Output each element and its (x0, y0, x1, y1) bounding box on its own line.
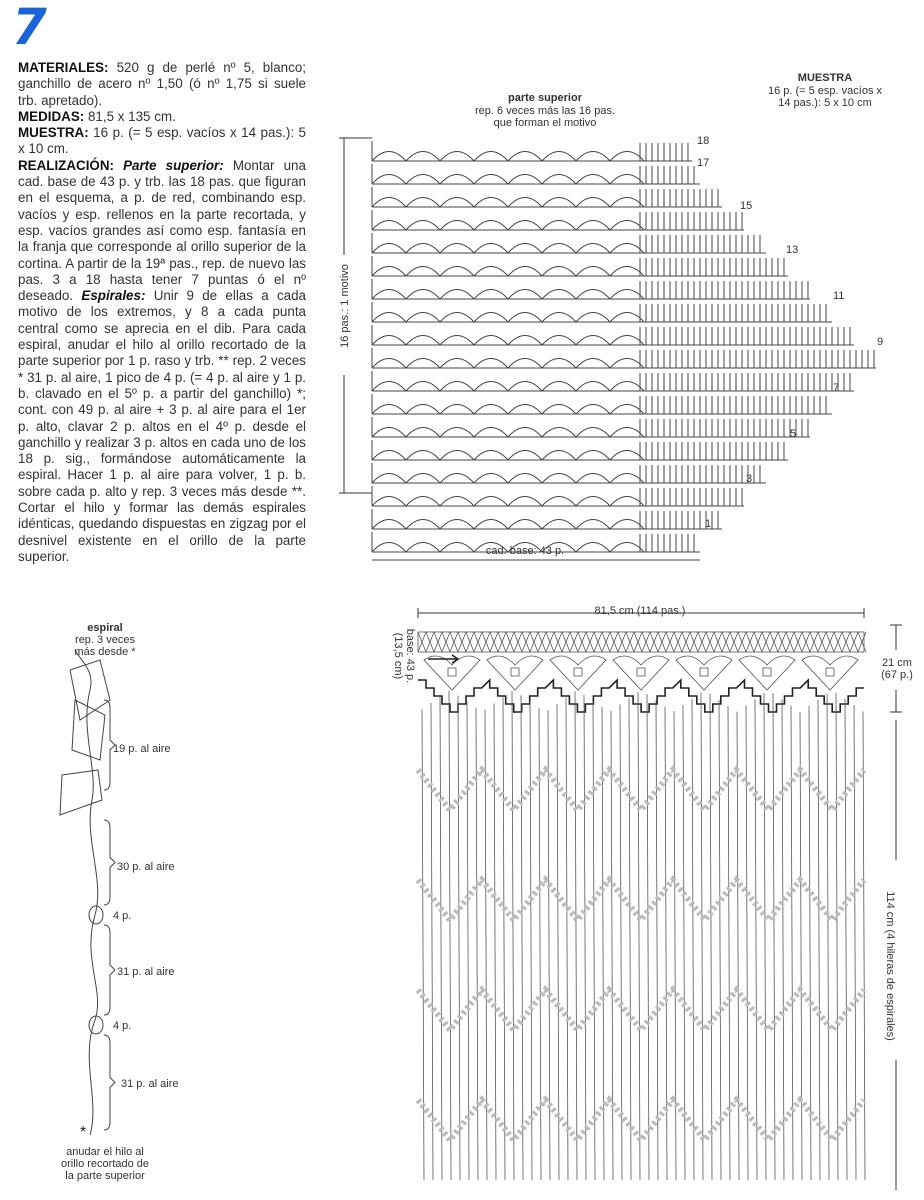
curtain-diagram (418, 632, 866, 1180)
chain-arc (610, 336, 644, 346)
chain-arc (542, 474, 576, 484)
chain-arc (576, 474, 610, 484)
chain-arc (474, 267, 508, 277)
row-number: 15 (740, 200, 753, 212)
chain-arc (542, 290, 576, 300)
motif-square (826, 668, 834, 676)
spiral-strand (485, 710, 487, 1180)
spiral-strand (422, 709, 424, 1180)
row-number: 17 (697, 157, 710, 169)
espiral-asterisk: * (80, 1124, 87, 1141)
brace (104, 820, 115, 905)
chain-arc (576, 359, 610, 369)
chain-arc (372, 198, 406, 208)
chain-arc (440, 198, 474, 208)
spiral-strand (521, 695, 523, 1180)
chain-arc (610, 405, 644, 415)
chain-arc (542, 359, 576, 369)
chain-arc (576, 451, 610, 461)
chain-arc (542, 382, 576, 392)
parte-superior-text: Montar una cad. base de 43 p. y trb. las 18 pas. que figuran en el esquema, a p. de red, combinando esp. vacíos y esp. rellenos en la parte recortada, y esp. vacíos grandes así como esp. fantasía en la franja que corresponde al orillo superior de la cortina. A partir de la 19ª pas., rep. de nuevo las pas. 3 a 18 hasta tener 7 puntas ó el nº deseado. (18, 157, 306, 304)
spiral-strand (557, 704, 559, 1180)
chain-arc (406, 474, 440, 484)
chain-arc (440, 290, 474, 300)
spiral-strand (827, 693, 829, 1180)
top-chart-subtitle-1: rep. 6 veces más las 16 pas. (474, 105, 615, 117)
heart-motif (550, 656, 606, 690)
spiral-strand (656, 700, 658, 1180)
chain-arc (508, 267, 542, 277)
chain-arc (542, 244, 576, 254)
chain-arc (372, 405, 406, 415)
brace (104, 925, 115, 1015)
row-number: 9 (877, 336, 884, 348)
motif-square (574, 668, 582, 676)
chain-arc (508, 175, 542, 185)
chain-arc (406, 290, 440, 300)
chain-arc (406, 198, 440, 208)
spiral-cluster-row (418, 990, 864, 1030)
chain-arc (474, 474, 508, 484)
spiral-strand (710, 694, 712, 1180)
spiral-cluster-row (418, 1100, 864, 1140)
spiral-strand (620, 704, 622, 1180)
chain-arc (474, 382, 508, 392)
row-number: 11 (833, 290, 845, 302)
chain-arc (610, 451, 644, 461)
chain-arc (610, 290, 644, 300)
chain-arc (372, 152, 406, 162)
heart-motif (802, 656, 858, 690)
muestra-line1: 16 p. (= 5 esp. vacíos x (767, 85, 883, 97)
spiral-strand (647, 694, 649, 1180)
chain-arc (474, 543, 508, 553)
chain-arc (542, 405, 576, 415)
chain-arc (576, 267, 610, 277)
motif-square (448, 668, 456, 676)
heart-motif (487, 656, 543, 690)
muestra-label: MUESTRA: (18, 125, 89, 141)
chain-arc (474, 152, 508, 162)
chain-arc (474, 428, 508, 438)
chain-arc (372, 451, 406, 461)
brace (104, 700, 115, 790)
spiral-strand (467, 702, 469, 1180)
chain-arc (576, 336, 610, 346)
chain-arc (372, 497, 406, 507)
spiral-strand (845, 699, 847, 1180)
chain-arc (440, 244, 474, 254)
chain-arc (372, 474, 406, 484)
chain-arc (576, 198, 610, 208)
chain-arc (440, 221, 474, 231)
chain-arc (508, 313, 542, 323)
chain-arc (406, 313, 440, 323)
chain-arc (440, 152, 474, 162)
row-number: 18 (697, 135, 710, 147)
chain-arc (610, 244, 644, 254)
row-number: 1 (705, 518, 712, 530)
chain-arc (610, 497, 644, 507)
chain-arc (610, 267, 644, 277)
parte-superior-label: Parte superior: (123, 157, 224, 173)
chain-arc (406, 244, 440, 254)
realizacion-label: REALIZACIÓN: (18, 157, 114, 173)
chain-arc (440, 359, 474, 369)
chain-arc (474, 405, 508, 415)
chain-arc (474, 313, 508, 323)
chain-arc (508, 382, 542, 392)
chain-arc (576, 221, 610, 231)
row-number: 13 (786, 244, 799, 256)
muestra-text: 16 p. (= 5 esp. vacíos x 14 pas.): 5 x 10 cm. (18, 125, 306, 157)
chain-arc (610, 428, 644, 438)
chain-arc (372, 175, 406, 185)
espiral-diagram (60, 650, 115, 1135)
chain-arc (372, 543, 406, 553)
chain-arc (542, 451, 576, 461)
chain-arc (542, 336, 576, 346)
chain-arc (576, 244, 610, 254)
chain-arc (542, 497, 576, 507)
chain-arc (372, 221, 406, 231)
spiral-strand (638, 692, 640, 1180)
spiral-strand (836, 693, 838, 1180)
chain-arc (372, 267, 406, 277)
espirales-label: Espirales: (81, 288, 146, 304)
materiales-text: 520 g de perlé nº 5, blanco; ganchillo de acero nº 1,50 (ó nº 1,75 si suele trb. apretado). (18, 60, 306, 108)
spiral-strand (449, 691, 451, 1180)
chain-arc (576, 290, 610, 300)
spiral-strand (431, 703, 433, 1180)
chain-arc (508, 152, 542, 162)
chain-arc (372, 359, 406, 369)
chain-arc (440, 267, 474, 277)
chain-arc (542, 221, 576, 231)
curtain-base-label-1: base: 43 p. (404, 628, 416, 684)
chain-arc (474, 520, 508, 530)
chain-arc (576, 543, 610, 553)
chain-arc (610, 313, 644, 323)
spiral-strand (719, 700, 721, 1180)
chain-arc (610, 221, 644, 231)
chain-arc (508, 221, 542, 231)
spiral-strand (503, 697, 505, 1180)
espiral-label: 19 p. al aire (113, 743, 171, 755)
chain-arc (542, 198, 576, 208)
chain-arc (542, 543, 576, 553)
chain-arc (508, 244, 542, 254)
spiral-cluster-row (418, 770, 864, 810)
spiral-strand (674, 711, 676, 1180)
espiral-subtitle-1: rep. 3 veces (75, 634, 135, 646)
chain-arc (440, 520, 474, 530)
motif-square (637, 668, 645, 676)
chain-arc (508, 359, 542, 369)
curtain-width-label: 81,5 cm (114 pas.) (594, 605, 686, 617)
espiral-cluster (60, 770, 102, 815)
chain-arc (440, 405, 474, 415)
heart-motif (739, 656, 795, 690)
heart-motif (613, 656, 669, 690)
chain-arc (610, 520, 644, 530)
top-chart-side-label: 16 pas.: 1 motivo (339, 264, 351, 348)
row-number: 3 (746, 473, 753, 485)
espiral-title: espiral (87, 622, 123, 634)
chain-arc (372, 313, 406, 323)
picot-loop (89, 1016, 103, 1034)
espiral-label: 30 p. al aire (117, 861, 175, 873)
chain-arc (440, 382, 474, 392)
chain-arc (576, 497, 610, 507)
chain-arc (508, 428, 542, 438)
spiral-strand (782, 699, 784, 1180)
chain-arc (440, 428, 474, 438)
chain-arc (508, 198, 542, 208)
espiral-label: 4 p. (113, 910, 132, 922)
chain-arc (508, 405, 542, 415)
page-number: 7 (12, 0, 47, 56)
chain-arc (406, 428, 440, 438)
chain-arc (372, 290, 406, 300)
spiral-strand (548, 710, 550, 1180)
espiral-chain (75, 650, 98, 1135)
motif-square (511, 668, 519, 676)
spiral-strand (692, 699, 694, 1180)
spiral-strand (494, 704, 496, 1180)
chain-arc (474, 175, 508, 185)
chain-arc (474, 359, 508, 369)
chain-arc (440, 336, 474, 346)
chain-arc (406, 152, 440, 162)
chain-arc (406, 267, 440, 277)
spiral-strand (458, 696, 460, 1180)
chain-arc (440, 313, 474, 323)
chain-arc (508, 290, 542, 300)
chain-arc (372, 428, 406, 438)
spiral-strand (773, 693, 775, 1180)
motif-square (700, 668, 708, 676)
espiral-label: 4 p. (113, 1020, 132, 1032)
chain-arc (576, 428, 610, 438)
heart-motif (676, 656, 732, 690)
chain-arc (372, 336, 406, 346)
espiral-label: 31 p. al aire (117, 966, 175, 978)
spiral-strand (629, 698, 631, 1180)
espiral-bottom-2: orillo recortado de (60, 1158, 150, 1170)
stepped-edge (418, 680, 864, 712)
spiral-strand (575, 692, 577, 1180)
heart-motif (424, 656, 480, 690)
motif-square (763, 668, 771, 676)
chain-arc (372, 244, 406, 254)
chain-arc (440, 175, 474, 185)
espiral-subtitle-2: más desde * (74, 646, 136, 658)
spiral-strand (800, 712, 802, 1180)
top-chart-title: parte superior (508, 92, 582, 104)
chain-arc (440, 497, 474, 507)
chain-arc (406, 520, 440, 530)
chain-arc (406, 451, 440, 461)
chain-arc (474, 336, 508, 346)
brace (104, 1035, 115, 1130)
materiales-label: MATERIALES: (18, 60, 109, 75)
chain-arc (406, 543, 440, 553)
spiral-strand (440, 697, 442, 1180)
spiral-strand (764, 693, 766, 1180)
curtain-height-top-2: (67 p.) (881, 669, 913, 681)
chain-arc (406, 336, 440, 346)
chain-arc (542, 175, 576, 185)
chain-arc (508, 543, 542, 553)
chain-arc (440, 451, 474, 461)
top-chart-diagram (372, 141, 876, 560)
espiral-bottom-1: anudar el hilo al (66, 1146, 144, 1158)
chain-arc (610, 382, 644, 392)
chain-arc (508, 520, 542, 530)
chain-arc (474, 198, 508, 208)
chain-arc (406, 359, 440, 369)
chain-arc (474, 451, 508, 461)
chain-arc (610, 474, 644, 484)
medidas-text: 81,5 x 135 cm. (87, 108, 176, 124)
spiral-strand (566, 698, 568, 1180)
chain-arc (406, 175, 440, 185)
muestra-line2: 14 pas.): 5 x 10 cm (778, 97, 872, 109)
row-number: 7 (833, 382, 840, 394)
muestra-title: MUESTRA (797, 72, 853, 84)
chain-arc (576, 175, 610, 185)
chain-arc (406, 382, 440, 392)
chain-arc (508, 336, 542, 346)
chain-arc (508, 451, 542, 461)
chain-arc (406, 405, 440, 415)
chain-arc (474, 497, 508, 507)
chain-arc (440, 543, 474, 553)
spiral-strand (584, 695, 586, 1180)
spiral-strand (512, 691, 514, 1180)
chain-arc (440, 474, 474, 484)
top-chart-subtitle-2: que forman el motivo (493, 117, 597, 129)
curtain-height-total: 114 cm (4 hileras de espirales) (884, 891, 896, 1041)
chain-arc (576, 313, 610, 323)
espirales-text: Unir 9 de ellas a cada motivo de los extremos, y 8 a cada punta central como se aprecia en el dib. Para cada espiral, anudar el hilo al orillo recortado de la parte superior por 1 p. raso y trb. ** rep. 2 veces * 31 p. al aire, 1 pico de 4 p. (= 4 p. al aire y 1 p. b. clavado en el 5º p. a partir del ganchillo) *; cont. con 49 p. al aire + 3 p. al aire para el 1er p. alto, clavar 2 p. altos en el 4º p. desde el ganchillo y realizar 3 p. altos en cada uno de los 18 p. sig., formándose automáticamente la espiral. Hacer 1 p. al aire para volver, 1 p. b. sobre cada p. alto y rep. 3 veces más desde **. Cortar el hilo y formar las demás espirales idénticas, quedando dispuestas en zigzag por el desnivel existente en el orillo de la parte superior. (18, 288, 306, 564)
chain-arc (576, 382, 610, 392)
top-chart-base-label: cad. base: 43 p. (485, 545, 565, 557)
chain-arc (474, 221, 508, 231)
chain-arc (576, 520, 610, 530)
spiral-strand (701, 693, 703, 1180)
chain-arc (542, 152, 576, 162)
chain-arc (474, 290, 508, 300)
curtain-base-label-2: (13,5 cm) (392, 632, 404, 680)
chain-arc (610, 175, 644, 185)
chain-arc (542, 428, 576, 438)
chain-arc (610, 198, 644, 208)
espiral-label: 31 p. al aire (121, 1078, 179, 1090)
spiral-strand (755, 699, 757, 1180)
chain-arc (372, 382, 406, 392)
chain-arc (372, 520, 406, 530)
curtain-height-top-1: 21 cm (882, 657, 912, 669)
chain-arc (610, 543, 644, 553)
chain-arc (542, 267, 576, 277)
chain-arc (406, 221, 440, 231)
spiral-strand (818, 700, 820, 1180)
chain-arc (542, 520, 576, 530)
chain-arc (508, 474, 542, 484)
spiral-strand (593, 701, 595, 1180)
row-number: 5 (790, 428, 797, 440)
medidas-label: MEDIDAS: (18, 108, 85, 124)
spiral-strand (611, 711, 613, 1180)
chain-arc (542, 313, 576, 323)
chain-arc (610, 152, 644, 162)
chain-arc (576, 152, 610, 162)
espiral-bottom-3: la parte superior (65, 1170, 145, 1182)
chain-arc (576, 405, 610, 415)
spiral-strand (530, 701, 532, 1180)
chain-arc (508, 497, 542, 507)
spiral-cluster-row (418, 880, 864, 920)
chain-arc (610, 359, 644, 369)
spiral-strand (863, 711, 865, 1180)
chain-arc (474, 244, 508, 254)
spiral-strand (737, 712, 739, 1180)
chain-arc (406, 497, 440, 507)
